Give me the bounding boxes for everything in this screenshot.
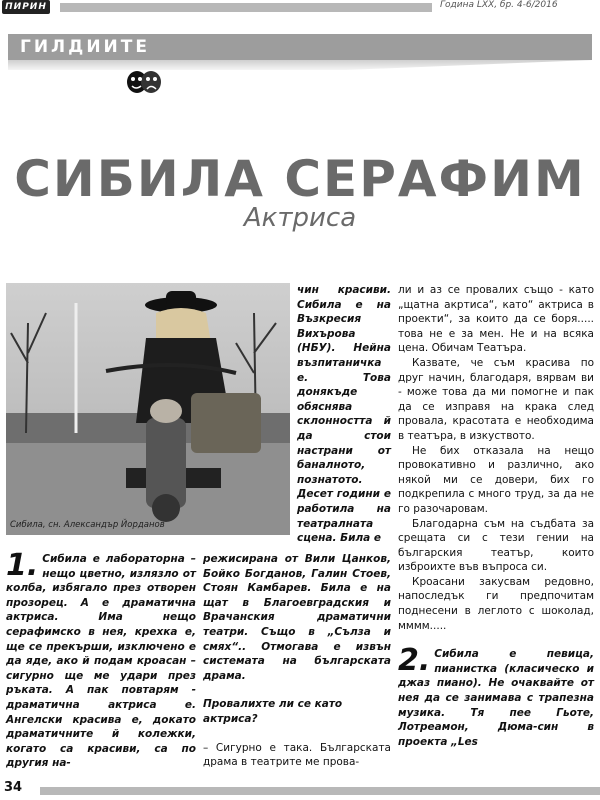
paragraph: Сибила е певица, пианистка (класическо и джаз пиано). Не очаквайте от нея да се занимава с трапезна музика. Тя пее Гьоте, Лотреамон, Дюма-син в проекта „Les <box>398 648 594 748</box>
theatre-masks-icon <box>124 70 164 100</box>
interview-question: Провалихте ли се като актриса? <box>203 698 343 725</box>
footer-rule <box>40 787 600 795</box>
section-title: ГИЛДИИТЕ <box>20 37 150 57</box>
header-rule <box>60 3 432 12</box>
photo-credit: Сибила, сн. Александър Йорданов <box>10 520 165 530</box>
article-subtitle: Актриса <box>243 203 357 233</box>
section-band-shadow <box>8 60 592 70</box>
paragraph: чин красиви. Сибила е на Възкресия Вихърова (НБУ). Нейна възпитаничка е. Това донякъде обяснява склонността й да стои настрани от баналното, познатото. Десет години е работила на театралната сцена. Била е <box>297 284 391 545</box>
text-column-left <box>6 548 196 771</box>
issue-info: Година LXX, бр. 4-6/2016 <box>440 0 558 10</box>
magazine-logo: ПИРИН <box>2 0 50 14</box>
paragraph: ли и аз се провалих също - като „щатна акртиса“, като“ актриса в проекти“, за които да се боря..... това не е за мен. Не и на всяка цена. Обичам Театъра. <box>398 284 594 355</box>
paragraph: Не бих отказала на нещо провокативно и различно, ако някой ми се довери, бих го подкрепила с много труд, за да не го разочаровам. <box>398 444 594 515</box>
text-column-mid <box>203 552 391 770</box>
paragraph: Казвате, че съм красива по друг начин, благодаря, вярвам ви - може това да ми помогне и пак да се изправя на крака след провала, красотата е необходима в театъра, в изкуството. <box>398 356 594 442</box>
article-photo <box>6 283 290 535</box>
article-title: СИБИЛА СЕРАФИМ <box>14 150 586 208</box>
paragraph: Сибила е лабораторна – нещо цветно, излязло от колба, избягало през отворен прозорец. А е драматична актриса. Има нещо серафимско в нея, крехка е, ще се прекърши, изключено е да яде, ако й подам кроасан – сигурно ще ме удари през ръката. А пак повтарям - драматична актриса е. Ангелски красива е, докато драматичните й колежки, когато са красиви, са по другия на- <box>6 553 196 770</box>
section-number: 1. <box>6 548 39 583</box>
paragraph: Кроасани закусвам редовно, напоследък ги предпочитам поднесени в леглото с шоколад, мммм..... <box>398 575 594 632</box>
paragraph: Благодарна съм на съдбата за срещата си с тези гении на българския театър, които изброихте във въпроса си. <box>398 517 594 574</box>
text-column-right <box>398 283 594 749</box>
section-banner <box>8 34 592 72</box>
text-column-mid-top <box>297 283 391 546</box>
interview-answer: – Сигурно е така. Българската драма в театрите ме прова- <box>203 741 391 769</box>
paragraph: режисирана от Вили Цанков, Бойко Богданов, Галин Стоев, Стоян Камбарев. Била е на щат в Благоевградския и Врачанския драматични театри. Също в „Сълза и смях“.. Отмогава е извън системата на българската драма. <box>203 553 391 682</box>
section-number: 2. <box>398 643 431 679</box>
page-number: 34 <box>4 780 23 795</box>
section-two <box>398 643 594 749</box>
